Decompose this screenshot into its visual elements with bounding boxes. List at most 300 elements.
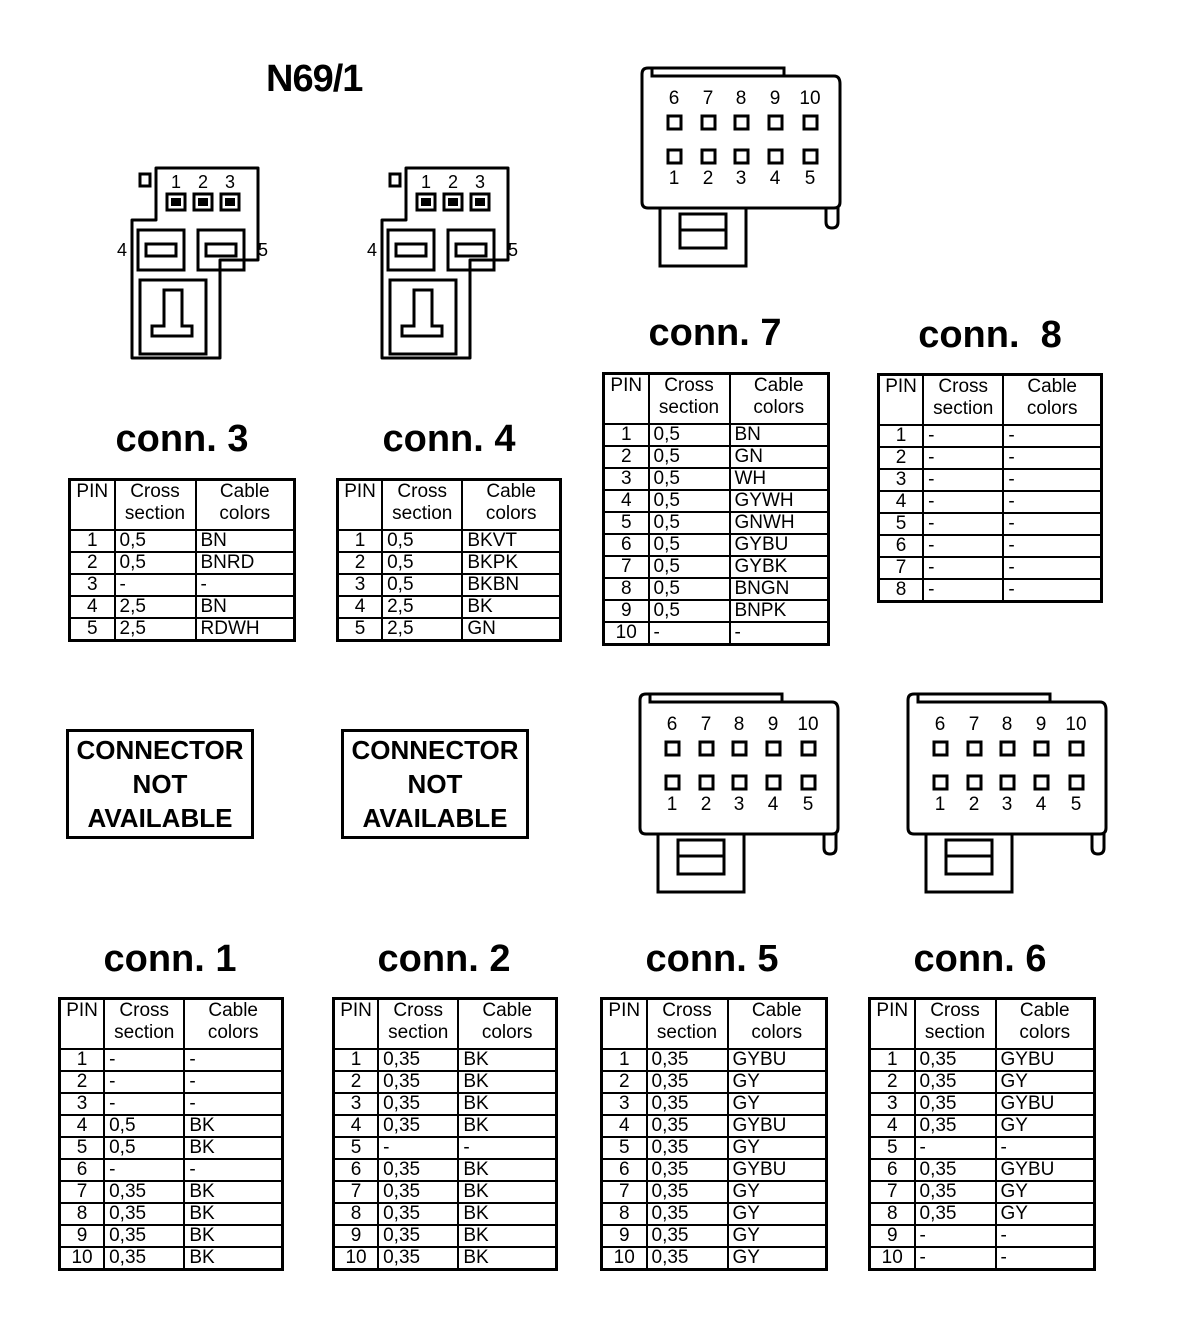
table-row xyxy=(870,1137,1095,1159)
pin-cell: 10 xyxy=(604,622,649,645)
pin-header xyxy=(70,480,115,530)
cross-section-cell: - xyxy=(104,1049,184,1071)
cross-section-cell: 0,35 xyxy=(647,1203,728,1225)
pin-number-label: 1 xyxy=(934,794,946,815)
cross-section-cell: 0,35 xyxy=(647,1115,728,1137)
cross-section-cell: - xyxy=(915,1137,996,1159)
pin-socket xyxy=(802,776,815,789)
cross-section-cell: 0,35 xyxy=(915,1181,996,1203)
table-row xyxy=(602,1225,827,1247)
cross-section-header xyxy=(649,374,730,424)
cable-color-cell: BNGN xyxy=(730,578,829,600)
pin-cell: 5 xyxy=(338,618,383,641)
cable-color-cell: - xyxy=(1003,535,1101,557)
pin-socket-fill xyxy=(421,198,431,206)
cross-section-header xyxy=(378,999,458,1049)
table-row xyxy=(879,491,1102,513)
table-row xyxy=(602,1093,827,1115)
cable-color-cell: - xyxy=(996,1137,1095,1159)
pin-cell: 8 xyxy=(604,578,649,600)
table-row xyxy=(334,1225,557,1247)
table-row xyxy=(602,1203,827,1225)
pin-cell: 5 xyxy=(879,513,924,535)
pin-cell: 4 xyxy=(604,490,649,512)
conn6-pin-table xyxy=(868,997,1096,1271)
pin-socket xyxy=(1035,742,1048,755)
cable-color-cell: GYBU xyxy=(728,1159,827,1181)
cable-colors-header-text: colors xyxy=(219,503,271,524)
cable-color-cell: - xyxy=(996,1247,1095,1270)
cable-color-cell: GY xyxy=(728,1093,827,1115)
conn7-title: conn. 7 xyxy=(648,312,782,354)
table-row xyxy=(60,1247,283,1270)
cable-colors-header-text: Cable xyxy=(219,481,270,502)
cable-colors-header-text: Cable xyxy=(482,1000,532,1021)
cable-color-cell: - xyxy=(1003,425,1101,447)
pin-socket-fill xyxy=(171,198,181,206)
pin-cell: 6 xyxy=(60,1159,105,1181)
lock-key xyxy=(152,290,192,336)
cross-section-cell: 2,5 xyxy=(115,596,196,618)
pin-socket xyxy=(767,742,780,755)
cable-colors-header-text: colors xyxy=(751,1022,803,1043)
table-row xyxy=(70,530,295,552)
pin-cell: 4 xyxy=(338,596,383,618)
cross-section-cell: - xyxy=(104,1159,184,1181)
table-row xyxy=(60,1203,283,1225)
cross-section-header xyxy=(923,375,1003,425)
table-row xyxy=(334,1247,557,1270)
table-row xyxy=(60,1115,283,1137)
pin-cell: 9 xyxy=(60,1225,105,1247)
table-row xyxy=(604,468,829,490)
cable-colors-header-text: colors xyxy=(207,1022,259,1043)
table-row xyxy=(334,1203,557,1225)
pin-number-label: 4 xyxy=(116,240,128,260)
not-available-line: CONNECTOR xyxy=(351,735,519,765)
cable-color-cell: - xyxy=(1003,557,1101,579)
table-row xyxy=(870,1071,1095,1093)
pin-cell: 2 xyxy=(334,1071,379,1093)
pin-socket xyxy=(668,116,681,129)
cross-section-cell: - xyxy=(115,574,196,596)
cable-color-cell: GNWH xyxy=(730,512,829,534)
table-row xyxy=(602,1159,827,1181)
table-row xyxy=(334,1093,557,1115)
pin-cell: 4 xyxy=(879,491,924,513)
pin-header xyxy=(60,999,105,1049)
table-row xyxy=(604,512,829,534)
table-row xyxy=(602,1247,827,1270)
table-row xyxy=(334,1115,557,1137)
pin-cell: 9 xyxy=(870,1225,915,1247)
connector-diagram-conn5 xyxy=(638,688,848,898)
cable-color-cell: BK xyxy=(458,1049,556,1071)
cross-section-cell: 0,5 xyxy=(115,552,196,574)
cable-color-cell: RDWH xyxy=(196,618,295,641)
table-row xyxy=(604,600,829,622)
cross-section-header-text: Cross xyxy=(130,481,180,502)
pin-cell: 5 xyxy=(334,1137,379,1159)
cross-section-cell: 0,35 xyxy=(647,1049,728,1071)
cross-section-header xyxy=(382,480,462,530)
pin-cell: 3 xyxy=(60,1093,105,1115)
pin-number-label: 5 xyxy=(802,794,814,815)
cable-colors-header-text: colors xyxy=(753,397,805,418)
cross-section-cell: 0,35 xyxy=(104,1203,184,1225)
lock-frame xyxy=(660,208,746,266)
cross-section-cell: 0,35 xyxy=(104,1181,184,1203)
cross-section-cell: 0,35 xyxy=(378,1203,458,1225)
conn5-title: conn. 5 xyxy=(645,938,779,980)
pin-cell: 2 xyxy=(70,552,115,574)
cross-section-cell: 0,5 xyxy=(649,578,730,600)
cable-colors-header xyxy=(458,999,556,1049)
pin-cell: 5 xyxy=(870,1137,915,1159)
pin-socket xyxy=(1001,742,1014,755)
cross-section-header-text: section xyxy=(114,1022,175,1043)
cross-section-cell: 0,35 xyxy=(647,1181,728,1203)
cable-color-cell: GY xyxy=(728,1203,827,1225)
page-title: N69/1 xyxy=(266,58,363,100)
cable-color-cell: GY xyxy=(728,1247,827,1270)
pin-number-label: 6 xyxy=(668,88,680,109)
pin-socket-fill xyxy=(475,198,485,206)
pin-cell: 4 xyxy=(70,596,115,618)
cable-color-cell: GY xyxy=(728,1225,827,1247)
table-row xyxy=(602,1115,827,1137)
table-row xyxy=(334,1071,557,1093)
connector-diagram-conn7 xyxy=(640,62,850,272)
pin-number-label: 3 xyxy=(474,172,486,192)
table-row xyxy=(879,535,1102,557)
cable-color-cell: GYBK xyxy=(730,556,829,578)
cable-color-cell: BK xyxy=(458,1093,556,1115)
pin-cell: 3 xyxy=(870,1093,915,1115)
cable-colors-header xyxy=(1003,375,1101,425)
table-row xyxy=(879,469,1102,491)
cable-color-cell: - xyxy=(184,1159,282,1181)
cable-colors-header-text: Cable xyxy=(753,375,804,396)
conn3-title: conn. 3 xyxy=(115,418,249,460)
pin-socket xyxy=(934,742,947,755)
cable-color-cell: - xyxy=(1003,469,1101,491)
conn4-title: conn. 4 xyxy=(382,418,516,460)
cable-colors-header xyxy=(196,480,295,530)
pin-number-label: 10 xyxy=(797,714,819,735)
table-row xyxy=(604,622,829,645)
pin-cell: 10 xyxy=(870,1247,915,1270)
cross-section-cell: - xyxy=(923,469,1003,491)
pin-cell: 9 xyxy=(602,1225,647,1247)
pin-socket xyxy=(1035,776,1048,789)
table-row xyxy=(870,1247,1095,1270)
pin-socket xyxy=(804,116,817,129)
pin-socket xyxy=(804,150,817,163)
cable-colors-header-text: Cable xyxy=(486,481,536,502)
pin-cell: 8 xyxy=(879,579,924,602)
cable-color-cell: - xyxy=(458,1137,556,1159)
pin-header xyxy=(338,480,383,530)
cable-color-cell: BKPK xyxy=(462,552,560,574)
conn8-pin-table xyxy=(877,373,1103,603)
table-row xyxy=(604,424,829,446)
pin-socket-fill xyxy=(225,198,235,206)
cross-section-header xyxy=(647,999,728,1049)
cross-section-cell: 0,35 xyxy=(915,1071,996,1093)
conn8-title: conn. 8 xyxy=(918,314,1062,356)
cross-section-cell: - xyxy=(104,1071,184,1093)
lock-frame xyxy=(658,834,744,892)
pin-number-label: 9 xyxy=(1035,714,1047,735)
cable-color-cell: BN xyxy=(730,424,829,446)
pin-number-label: 8 xyxy=(1001,714,1013,735)
pin-cell: 6 xyxy=(334,1159,379,1181)
pin-cell: 8 xyxy=(870,1203,915,1225)
not-available-line: CONNECTOR xyxy=(76,735,244,765)
cross-section-cell: 0,5 xyxy=(649,490,730,512)
pin-number-label: 10 xyxy=(799,88,821,109)
pin-cell: 2 xyxy=(60,1071,105,1093)
pin-number-label: 7 xyxy=(702,88,714,109)
lock-frame xyxy=(926,834,1012,892)
cross-section-cell: 0,5 xyxy=(649,468,730,490)
cross-section-header-text: section xyxy=(392,503,453,524)
latch-tab xyxy=(390,174,400,186)
pin-socket xyxy=(702,116,715,129)
conn2-title: conn. 2 xyxy=(377,938,511,980)
cable-colors-header-text: Cable xyxy=(208,1000,258,1021)
pin-cell: 1 xyxy=(334,1049,379,1071)
cross-section-header-text: Cross xyxy=(393,1000,444,1021)
table-row xyxy=(334,1181,557,1203)
pin-socket xyxy=(735,116,748,129)
table-row xyxy=(60,1159,283,1181)
cable-colors-header xyxy=(184,999,282,1049)
pin-cell: 7 xyxy=(879,557,924,579)
cross-section-header xyxy=(104,999,184,1049)
pin-number-label: 2 xyxy=(447,172,459,192)
table-row xyxy=(70,552,295,574)
cable-color-cell: BK xyxy=(458,1071,556,1093)
cross-section-cell: 0,35 xyxy=(378,1093,458,1115)
pin-socket xyxy=(1070,742,1083,755)
cable-color-cell: BN xyxy=(196,530,295,552)
cable-color-cell: GYBU xyxy=(996,1159,1095,1181)
pin-cell: 5 xyxy=(604,512,649,534)
cable-color-cell: GYBU xyxy=(996,1049,1095,1071)
cross-section-cell: 0,35 xyxy=(378,1225,458,1247)
pin-socket xyxy=(700,776,713,789)
pin-socket xyxy=(666,776,679,789)
table-row xyxy=(870,1049,1095,1071)
cross-section-cell: - xyxy=(923,447,1003,469)
pin-cell: 7 xyxy=(602,1181,647,1203)
not-available-line: NOT xyxy=(407,769,463,799)
cable-color-cell: BNPK xyxy=(730,600,829,622)
table-row xyxy=(338,618,561,641)
cross-section-cell: 0,35 xyxy=(915,1159,996,1181)
table-row xyxy=(879,513,1102,535)
table-row xyxy=(70,596,295,618)
cross-section-cell: - xyxy=(915,1225,996,1247)
cable-color-cell: BK xyxy=(458,1203,556,1225)
cable-colors-header xyxy=(730,374,829,424)
pin-socket xyxy=(733,742,746,755)
cross-section-cell: 0,5 xyxy=(649,424,730,446)
cross-section-cell: 0,35 xyxy=(647,1159,728,1181)
cross-section-header-text: section xyxy=(924,1022,986,1043)
pin-header-text: PIN xyxy=(608,1000,641,1021)
cross-section-cell: - xyxy=(923,513,1003,535)
conn2-pin-table xyxy=(332,997,558,1271)
cross-section-cell: 0,5 xyxy=(649,446,730,468)
side-clip xyxy=(1092,834,1104,854)
pin-number-label: 5 xyxy=(804,168,816,189)
table-row xyxy=(60,1049,283,1071)
cross-section-cell: 2,5 xyxy=(382,596,462,618)
pin-cell: 3 xyxy=(879,469,924,491)
cable-color-cell: GY xyxy=(728,1137,827,1159)
pin-cell: 2 xyxy=(870,1071,915,1093)
pin-number-label: 2 xyxy=(968,794,980,815)
cross-section-header-text: Cross xyxy=(664,375,714,396)
cable-colors-header-text: Cable xyxy=(1027,376,1077,397)
table-row xyxy=(870,1159,1095,1181)
cable-colors-header-text: Cable xyxy=(1019,1000,1070,1021)
connector-diagram-conn3 xyxy=(112,160,272,370)
not-available-line: NOT xyxy=(132,769,188,799)
pin-socket xyxy=(668,150,681,163)
pin-cell: 1 xyxy=(602,1049,647,1071)
not-available-line: AVAILABLE xyxy=(362,803,508,833)
pin-socket xyxy=(769,150,782,163)
cross-section-cell: 0,35 xyxy=(378,1049,458,1071)
pin-number-label: 7 xyxy=(968,714,980,735)
cross-section-header-text: section xyxy=(933,398,994,419)
cross-section-cell: 0,35 xyxy=(104,1225,184,1247)
table-row xyxy=(604,578,829,600)
table-row xyxy=(334,1159,557,1181)
table-row xyxy=(879,579,1102,602)
table-row xyxy=(60,1181,283,1203)
pin-cell: 4 xyxy=(60,1115,105,1137)
pin-number-label: 5 xyxy=(1070,794,1082,815)
pin-number-label: 10 xyxy=(1065,714,1087,735)
pin-number-label: 4 xyxy=(1035,794,1047,815)
cable-color-cell: GY xyxy=(996,1203,1095,1225)
cable-colors-header-text: colors xyxy=(481,1022,533,1043)
pin-number-label: 8 xyxy=(735,88,747,109)
pin-header-text: PIN xyxy=(66,1000,98,1021)
cross-section-cell: 0,5 xyxy=(649,556,730,578)
conn7-pin-table xyxy=(602,372,830,646)
pin-number-label: 9 xyxy=(769,88,781,109)
pin-socket xyxy=(1070,776,1083,789)
pin-cell: 3 xyxy=(602,1093,647,1115)
pin-cell: 6 xyxy=(879,535,924,557)
pin-header-text: PIN xyxy=(885,376,917,397)
pin-cell: 10 xyxy=(60,1247,105,1270)
cable-colors-header-text: colors xyxy=(1019,1022,1071,1043)
table-row xyxy=(70,574,295,596)
cross-section-cell: 0,5 xyxy=(649,534,730,556)
cable-color-cell: BKVT xyxy=(462,530,560,552)
pin-header xyxy=(870,999,915,1049)
pin-header-text: PIN xyxy=(876,1000,909,1021)
cable-color-cell: BK xyxy=(458,1115,556,1137)
pin-socket xyxy=(767,776,780,789)
cross-section-cell: 0,35 xyxy=(647,1137,728,1159)
cable-color-cell: - xyxy=(1003,513,1101,535)
cross-section-cell: - xyxy=(915,1247,996,1270)
cross-section-cell: 0,5 xyxy=(115,530,196,552)
cable-colors-header-text: colors xyxy=(1026,398,1078,419)
table-row xyxy=(338,574,561,596)
side-clip xyxy=(824,834,836,854)
pin-socket xyxy=(702,150,715,163)
pin-cell: 1 xyxy=(870,1049,915,1071)
cable-color-cell: GY xyxy=(996,1071,1095,1093)
cross-section-cell: - xyxy=(104,1093,184,1115)
cable-color-cell: GY xyxy=(996,1181,1095,1203)
connector-diagram-conn4 xyxy=(362,160,522,370)
pin-socket xyxy=(934,776,947,789)
pin-cell: 7 xyxy=(604,556,649,578)
cable-color-cell: - xyxy=(1003,579,1101,602)
pin-number-label: 2 xyxy=(700,794,712,815)
pin-header xyxy=(604,374,649,424)
cable-color-cell: BKBN xyxy=(462,574,560,596)
cross-section-cell: 0,35 xyxy=(647,1093,728,1115)
table-row xyxy=(60,1137,283,1159)
pin-cell: 3 xyxy=(70,574,115,596)
pin-number-label: 2 xyxy=(197,172,209,192)
pin-socket xyxy=(733,776,746,789)
pin-number-label: 8 xyxy=(733,714,745,735)
table-row xyxy=(604,446,829,468)
pin-cell: 2 xyxy=(602,1071,647,1093)
pin-socket xyxy=(735,150,748,163)
pin-header-text: PIN xyxy=(610,375,643,396)
pin-cell: 2 xyxy=(338,552,383,574)
table-row xyxy=(604,490,829,512)
table-row xyxy=(338,530,561,552)
pin-number-label: 5 xyxy=(257,240,269,260)
cross-section-cell: - xyxy=(923,557,1003,579)
cross-section-cell: 0,35 xyxy=(915,1203,996,1225)
cable-color-cell: WH xyxy=(730,468,829,490)
table-row xyxy=(604,556,829,578)
cross-section-cell: 0,5 xyxy=(104,1115,184,1137)
pin-cell: 2 xyxy=(879,447,924,469)
pin-number-label: 1 xyxy=(170,172,182,192)
cable-colors-header xyxy=(728,999,827,1049)
table-row xyxy=(60,1071,283,1093)
cross-section-cell: 0,5 xyxy=(382,552,462,574)
pin-socket xyxy=(700,742,713,755)
pin-cell: 1 xyxy=(60,1049,105,1071)
table-row xyxy=(870,1181,1095,1203)
table-row xyxy=(602,1137,827,1159)
pin-number-label: 4 xyxy=(769,168,781,189)
cross-section-cell: 0,35 xyxy=(647,1247,728,1270)
pin-cell: 10 xyxy=(602,1247,647,1270)
connector-not-available-conn1 xyxy=(66,729,254,839)
connector-not-available-conn2 xyxy=(341,729,529,839)
cross-section-cell: 0,35 xyxy=(647,1071,728,1093)
cross-section-cell: 0,35 xyxy=(378,1159,458,1181)
